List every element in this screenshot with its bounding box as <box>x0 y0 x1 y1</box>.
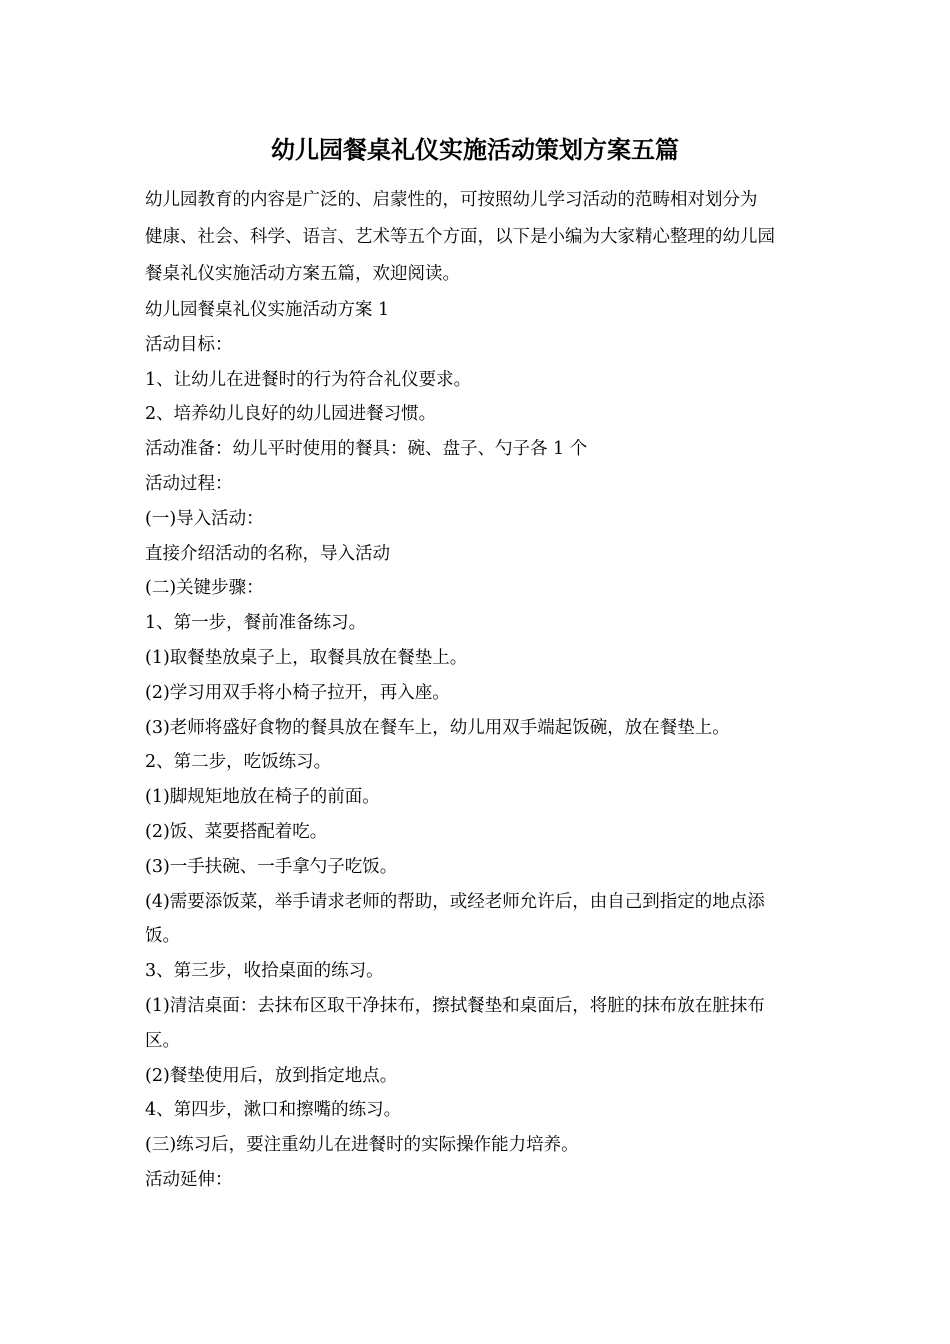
intro-line: 幼儿园教育的内容是广泛的、启蒙性的，可按照幼儿学习活动的范畴相对划分为 <box>145 190 758 210</box>
text-line: 饭。 <box>145 926 180 947</box>
intro-paragraph <box>145 182 813 293</box>
text-line: (1)脚规矩地放在椅子的前面。 <box>145 787 380 808</box>
text-line: (二)关键步骤： <box>145 578 264 599</box>
text-line: (2)学习用双手将小椅子拉开，再入座。 <box>145 682 450 703</box>
text-line: 1、第一步，餐前准备练习。 <box>145 613 367 634</box>
text-line: (4)需要添饭菜，举手请求老师的帮助，或经老师允许后，由自己到指定的地点添 <box>145 891 765 912</box>
plan-content <box>145 293 813 1198</box>
text-line: 2、第二步，吃饭练习。 <box>145 752 332 773</box>
text-line: (1)取餐垫放桌子上，取餐具放在餐垫上。 <box>145 647 468 668</box>
text-line: 活动目标： <box>145 334 233 355</box>
text-line: 活动过程： <box>145 473 233 494</box>
text-line: 直接介绍活动的名称，导入活动 <box>145 543 390 564</box>
text-line: (3)一手扶碗、一手拿勺子吃饭。 <box>145 856 398 877</box>
text-line: 4、第四步，漱口和擦嘴的练习。 <box>145 1100 402 1121</box>
text-line: (一)导入活动： <box>145 508 264 529</box>
text-line: 活动准备：幼儿平时使用的餐具：碗、盘子、勺子各 1 个 <box>145 439 588 460</box>
text-line: 1、让幼儿在进餐时的行为符合礼仪要求。 <box>145 369 472 390</box>
intro-line: 餐桌礼仪实施活动方案五篇，欢迎阅读。 <box>145 264 460 284</box>
document-title: 幼儿园餐桌礼仪实施活动策划方案五篇 <box>271 135 679 164</box>
text-line: (2)饭、菜要搭配着吃。 <box>145 821 328 842</box>
text-line: 2、培养幼儿良好的幼儿园进餐习惯。 <box>145 404 437 425</box>
text-line: 活动延伸： <box>145 1169 233 1190</box>
text-line: 区。 <box>145 1030 180 1051</box>
text-line: (1)清洁桌面：去抹布区取干净抹布，擦拭餐垫和桌面后，将脏的抹布放在脏抹布 <box>145 995 765 1016</box>
section-heading: 幼儿园餐桌礼仪实施活动方案 1 <box>145 300 390 320</box>
text-line: (三)练习后，要注重幼儿在进餐时的实际操作能力培养。 <box>145 1135 579 1156</box>
text-line: (2)餐垫使用后，放到指定地点。 <box>145 1065 398 1086</box>
text-line: 3、第三步，收拾桌面的练习。 <box>145 961 384 982</box>
document-body <box>145 182 813 1198</box>
intro-line: 健康、社会、科学、语言、艺术等五个方面，以下是小编为大家精心整理的幼儿园 <box>145 227 775 247</box>
text-line: (3)老师将盛好食物的餐具放在餐车上，幼儿用双手端起饭碗，放在餐垫上。 <box>145 717 730 738</box>
